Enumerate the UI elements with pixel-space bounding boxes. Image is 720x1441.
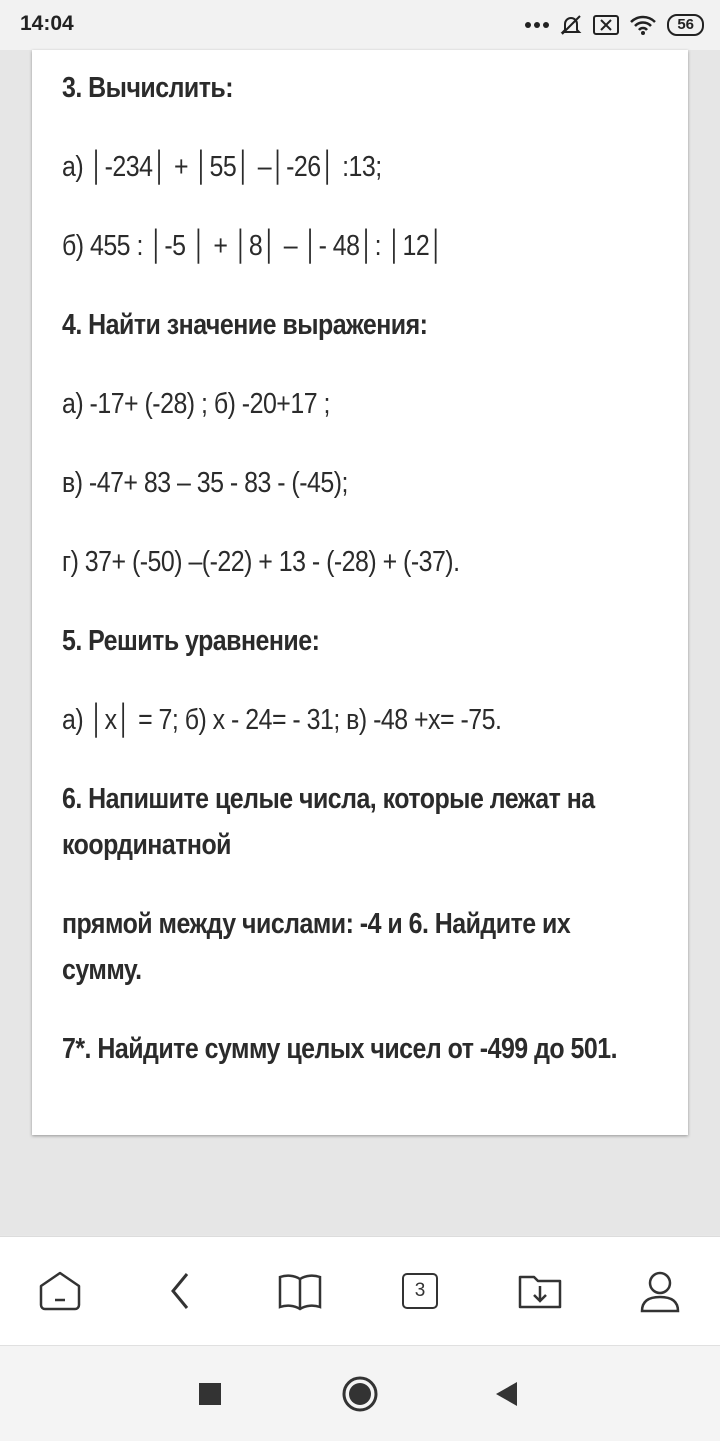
profile-icon[interactable] bbox=[636, 1267, 684, 1315]
task-5-equations: а) │x│ = 7; б) x - 24= - 31; в) -48 +x= -75. bbox=[62, 704, 502, 736]
status-icons bbox=[525, 10, 704, 40]
wifi-icon bbox=[629, 14, 657, 36]
mute-bell-icon bbox=[559, 13, 583, 37]
document-viewer[interactable] bbox=[0, 50, 720, 1235]
task-4-heading: 4. Найти значение выражения: bbox=[62, 309, 428, 341]
task-6-line-1: 6. Напишите целые числа, которые лежат на bbox=[62, 783, 595, 815]
task-3-heading: 3. Вычислить: bbox=[62, 72, 234, 104]
system-nav-bar bbox=[0, 1345, 720, 1441]
battery-icon: 56 bbox=[667, 14, 704, 36]
task-5-heading: 5. Решить уравнение: bbox=[62, 625, 320, 657]
recents-square-icon[interactable] bbox=[190, 1374, 230, 1414]
task-3a: а) │-234│ + │55│ –│-26│ :13; bbox=[62, 151, 382, 183]
task-6-line-2: координатной bbox=[62, 829, 231, 861]
task-6-line-4: сумму. bbox=[62, 954, 142, 986]
more-dots-icon bbox=[525, 21, 549, 29]
browser-toolbar bbox=[0, 1236, 720, 1345]
download-folder-icon[interactable] bbox=[516, 1267, 564, 1315]
task-4ab: а) -17+ (-28) ; б) -20+17 ; bbox=[62, 388, 330, 420]
back-icon[interactable] bbox=[156, 1267, 204, 1315]
tabs-icon[interactable] bbox=[396, 1267, 444, 1315]
status-bar bbox=[0, 0, 720, 50]
home-icon[interactable] bbox=[36, 1267, 84, 1315]
document-page bbox=[32, 50, 688, 1135]
task-7: 7*. Найдите сумму целых чисел от -499 до 501. bbox=[62, 1033, 617, 1065]
task-4v: в) -47+ 83 – 35 - 83 - (-45); bbox=[62, 467, 348, 499]
task-3b: б) 455 : │-5 │ + │8│ – │- 48│: │12│ bbox=[62, 230, 445, 262]
book-icon[interactable] bbox=[276, 1267, 324, 1315]
task-4g: г) 37+ (-50) –(-22) + 13 - (-28) + (-37). bbox=[62, 546, 460, 578]
back-triangle-icon[interactable] bbox=[486, 1374, 526, 1414]
close-box-icon bbox=[593, 14, 619, 36]
status-time: 14:04 bbox=[20, 12, 74, 35]
task-6-line-3: прямой между числами: -4 и 6. Найдите их bbox=[62, 908, 571, 940]
home-circle-icon[interactable] bbox=[340, 1374, 380, 1414]
tab-count: 3 bbox=[402, 1273, 438, 1309]
